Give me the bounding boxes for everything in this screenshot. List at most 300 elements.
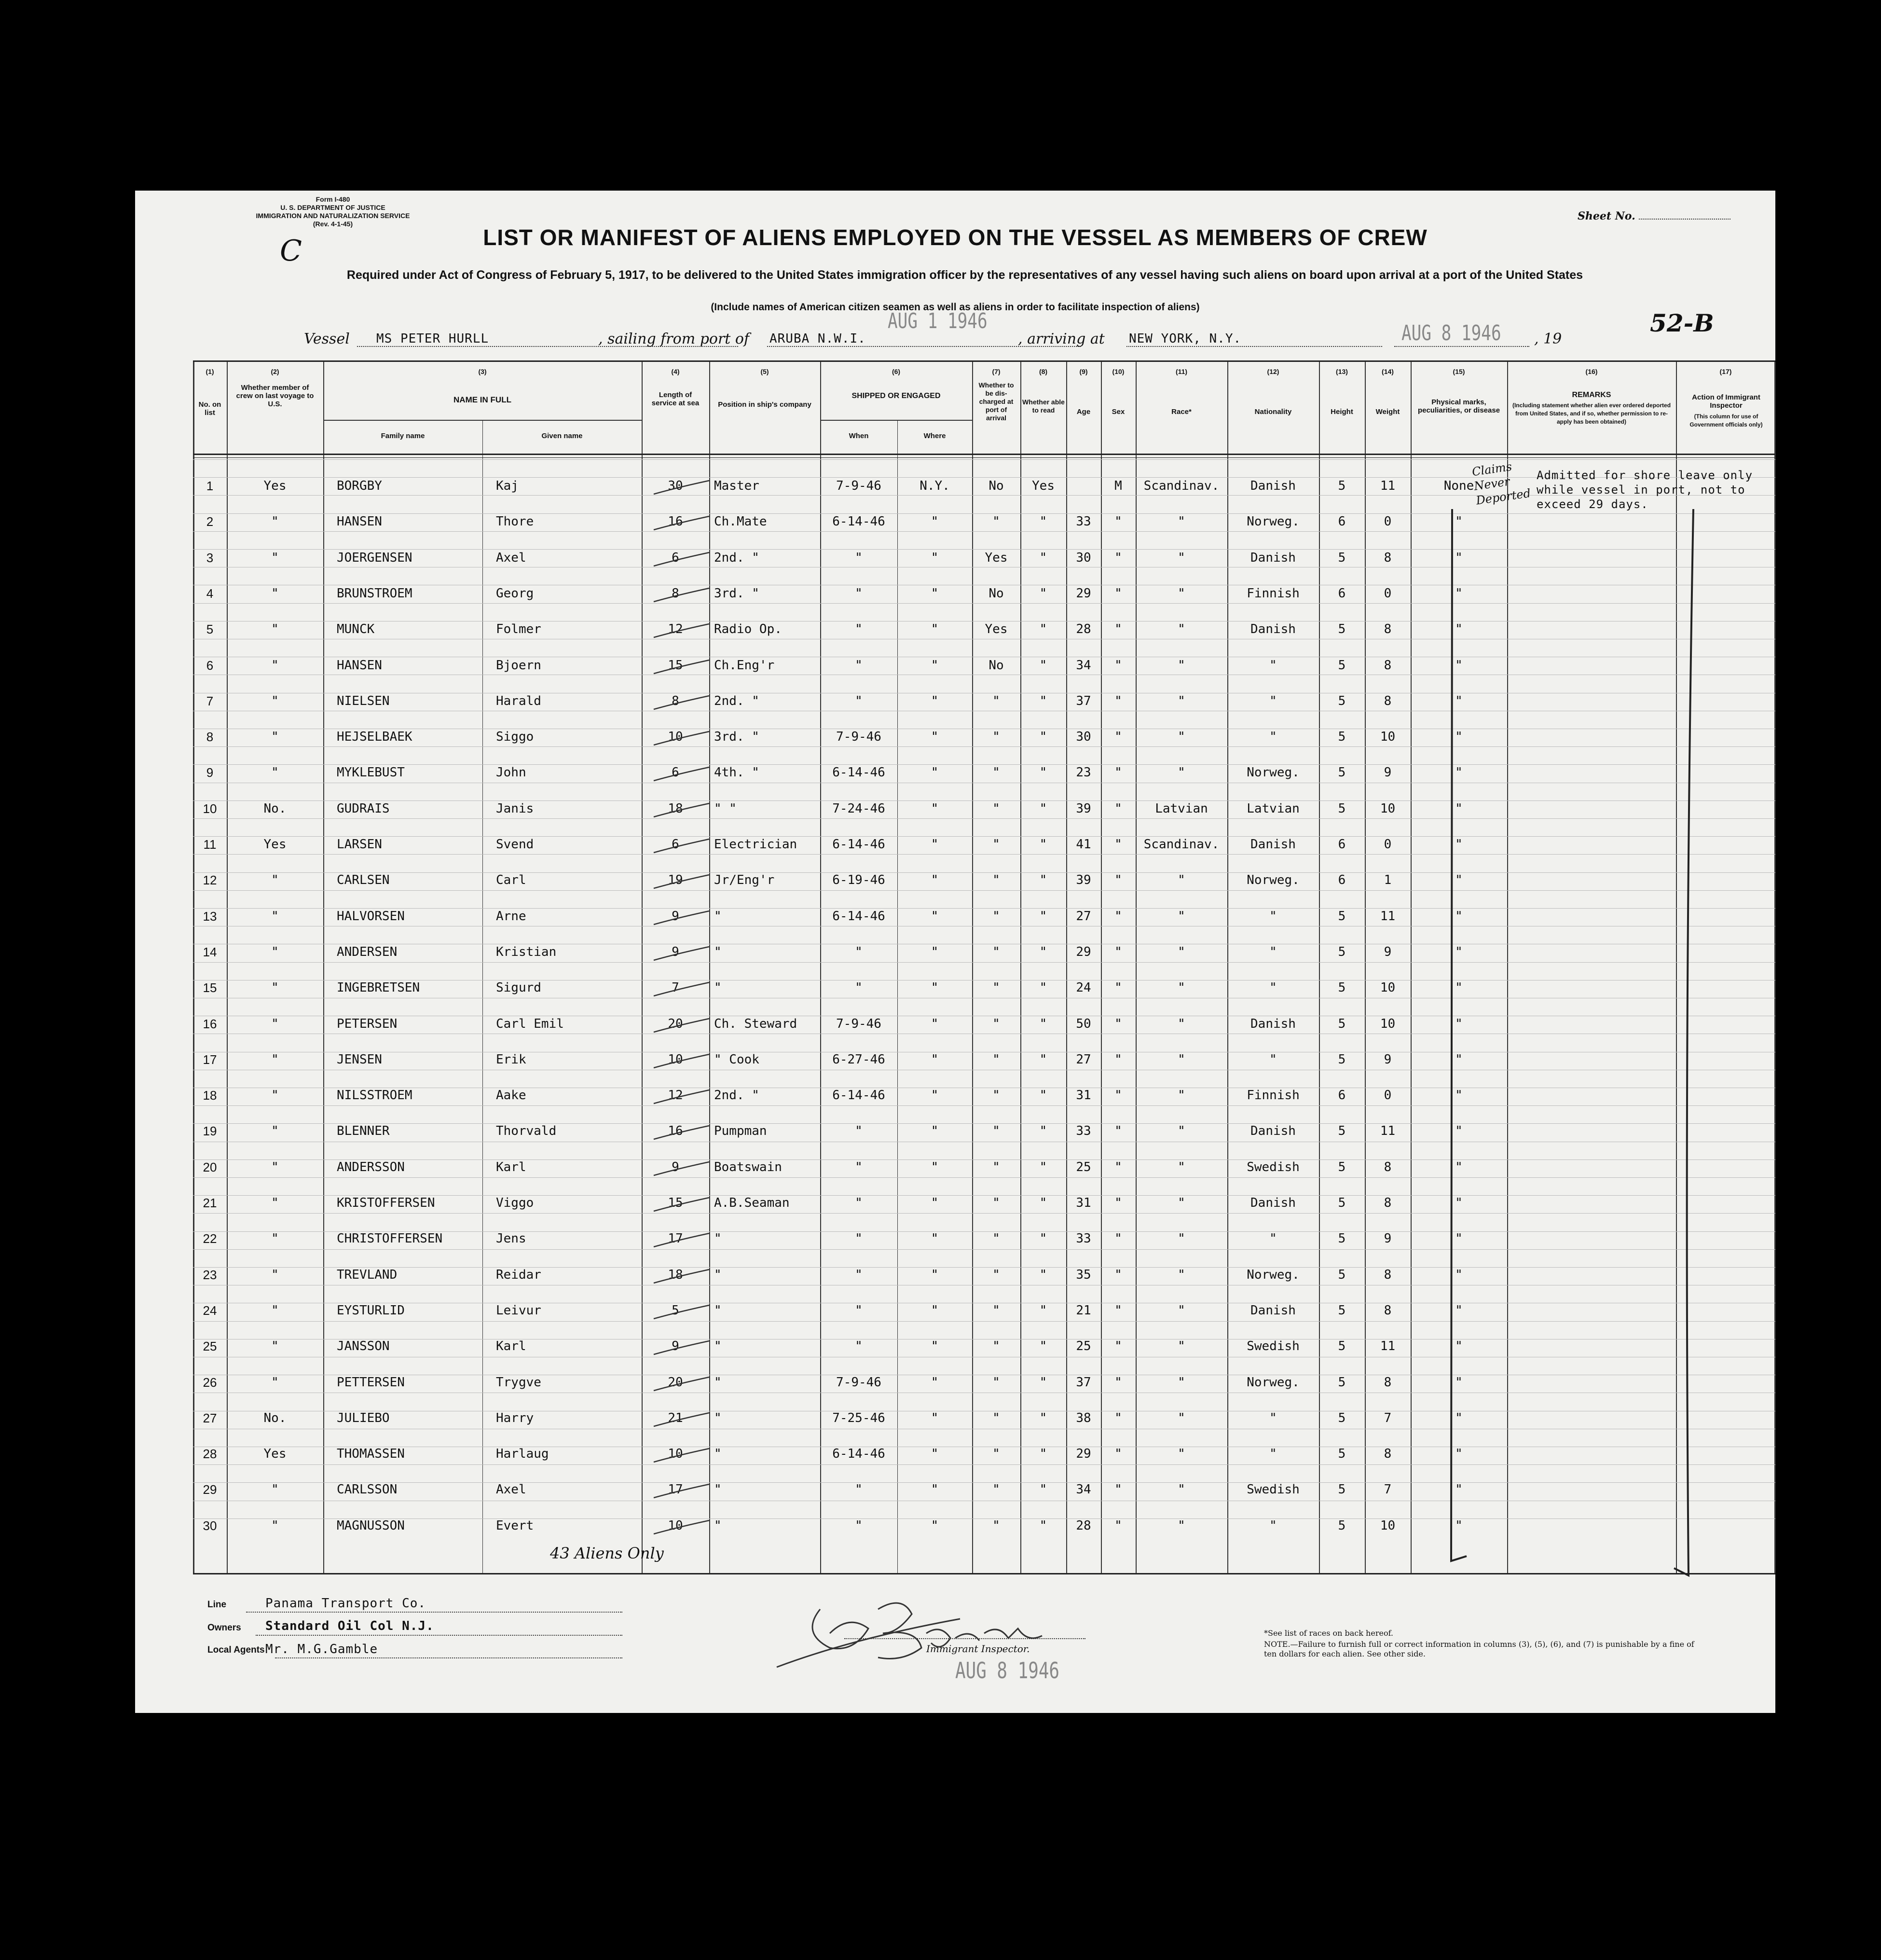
departure-date-stamp: AUG 1 1946 — [888, 309, 988, 333]
cell-weight: 8 — [1384, 1447, 1392, 1462]
cell-where: " — [931, 514, 939, 529]
cell-no: 18 — [203, 1088, 217, 1103]
cell-no: 1 — [206, 479, 214, 493]
column-divider — [1319, 362, 1320, 1573]
cell-position: Ch. Steward — [714, 1016, 797, 1031]
cell-read: " — [1039, 622, 1047, 637]
cell-position: " — [714, 944, 722, 959]
cell-race: " — [1178, 1231, 1185, 1246]
cell-when: " — [855, 550, 863, 565]
column-divider — [972, 362, 973, 1573]
cell-member: " — [271, 1052, 279, 1067]
cell-marks: " — [1455, 765, 1463, 780]
cell-where: " — [931, 1267, 939, 1282]
owners-label: Owners — [207, 1623, 241, 1633]
cell-nationality: " — [1269, 1231, 1277, 1246]
cell-given: Viggo — [496, 1196, 534, 1210]
cell-height: 5 — [1338, 1196, 1346, 1210]
cell-family: CHRISTOFFERSEN — [337, 1231, 443, 1246]
cell-given: Jens — [496, 1231, 526, 1246]
service-check-mark — [644, 550, 716, 569]
inspector-label: Immigrant Inspector. — [926, 1643, 1030, 1655]
cell-marks: " — [1455, 1303, 1463, 1318]
cell-race: " — [1178, 1410, 1185, 1425]
owners-value: Standard Oil Col N.J. — [265, 1619, 434, 1633]
ruled-line — [193, 1321, 1775, 1322]
cell-age: 41 — [1076, 837, 1091, 852]
cell-no: 23 — [203, 1267, 217, 1282]
cell-member: " — [271, 1267, 279, 1282]
cell-member: " — [271, 658, 279, 673]
cell-service: 20 — [668, 1016, 683, 1031]
column-divider — [1365, 362, 1366, 1573]
table-row — [193, 514, 1507, 531]
cell-height: 5 — [1338, 1375, 1346, 1390]
service-check-mark — [644, 1267, 716, 1286]
header-name-in-full: NAME IN FULL — [453, 395, 511, 404]
cell-discharged: " — [992, 837, 1000, 852]
cell-sex: " — [1114, 1447, 1122, 1462]
cell-nationality: Norweg. — [1247, 1267, 1300, 1282]
cell-age: 33 — [1076, 1231, 1091, 1246]
cell-where: " — [931, 1159, 939, 1174]
cell-no: 9 — [206, 765, 214, 780]
column-number: (14) — [1382, 368, 1394, 375]
cell-sex: " — [1114, 909, 1122, 924]
cell-read: " — [1039, 658, 1047, 673]
column-number: (10) — [1112, 368, 1125, 375]
cell-where: " — [931, 1518, 939, 1533]
cell-race: " — [1178, 550, 1185, 565]
cell-age: 33 — [1076, 1124, 1091, 1139]
cell-read: " — [1039, 980, 1047, 995]
cell-family: EYSTURLID — [337, 1303, 405, 1318]
cell-sex: " — [1114, 622, 1122, 637]
cell-nationality: " — [1269, 730, 1277, 745]
cell-where: " — [931, 1410, 939, 1425]
column-divider — [1066, 362, 1067, 1573]
cell-race: " — [1178, 1482, 1185, 1497]
header-given-name: Given name — [541, 432, 583, 440]
cell-no: 19 — [203, 1124, 217, 1139]
cell-when: 7-25-46 — [832, 1410, 885, 1425]
cell-family: TREVLAND — [337, 1267, 398, 1282]
cell-member: " — [271, 1016, 279, 1031]
cell-when: 7-9-46 — [836, 730, 881, 745]
cell-race: " — [1178, 1447, 1185, 1462]
cell-member: " — [271, 873, 279, 888]
cell-weight: 0 — [1384, 514, 1392, 529]
cell-race: " — [1178, 1159, 1185, 1174]
column-divider — [323, 362, 324, 1573]
header-nationality: Nationality — [1254, 408, 1292, 416]
header-discharged: Whether to be dis-charged at port of arrival — [978, 381, 1014, 422]
cell-when: " — [855, 622, 863, 637]
service-check-mark — [644, 729, 716, 748]
cell-marks: " — [1455, 550, 1463, 565]
cell-nationality: Finnish — [1247, 1088, 1300, 1103]
ruled-line — [193, 1177, 1775, 1178]
column-number: (1) — [206, 368, 214, 375]
cell-discharged: Yes — [985, 550, 1008, 565]
cell-where: " — [931, 1231, 939, 1246]
sailing-label: , sailing from port of — [598, 331, 750, 347]
column-number: (17) — [1719, 368, 1732, 375]
cell-height: 5 — [1338, 1410, 1346, 1425]
subnote: (Include names of American citizen seamen as well as aliens in order to facilitate inspection of aliens) — [711, 302, 1200, 313]
service-check-mark — [644, 1123, 716, 1142]
cell-race: " — [1178, 1518, 1185, 1533]
cell-when: " — [855, 1231, 863, 1246]
cell-service: 18 — [668, 1267, 683, 1282]
cell-nationality: Swedish — [1247, 1159, 1300, 1174]
cell-height: 5 — [1338, 801, 1346, 816]
cell-weight: 8 — [1384, 1267, 1392, 1282]
cell-discharged: No — [989, 586, 1004, 601]
cell-where: " — [931, 1339, 939, 1354]
cell-weight: 0 — [1384, 586, 1392, 601]
arriving-value: NEW YORK, N.Y. — [1129, 331, 1242, 346]
cell-weight: 8 — [1384, 1196, 1392, 1210]
cell-sex: " — [1114, 586, 1122, 601]
cell-given: Evert — [496, 1518, 534, 1533]
header-remarks-note: (Including statement whether alien ever ordered deported from United States, and if so, whether permission to re-apply has been obtained) — [1512, 402, 1671, 425]
cell-service: 8 — [672, 693, 679, 708]
cell-position: Pumpman — [714, 1124, 767, 1139]
cell-sex: " — [1114, 1482, 1122, 1497]
cell-height: 6 — [1338, 1088, 1346, 1103]
cell-member: " — [271, 1231, 279, 1246]
cell-age: 29 — [1076, 944, 1091, 959]
cell-member: Yes — [263, 837, 287, 852]
cell-height: 5 — [1338, 1482, 1346, 1497]
cell-family: GUDRAIS — [337, 801, 390, 816]
cell-where: " — [931, 1447, 939, 1462]
cell-member: " — [271, 1159, 279, 1174]
cell-family: HANSEN — [337, 658, 382, 673]
column-number: (12) — [1267, 368, 1279, 375]
cell-when: 6-14-46 — [832, 514, 885, 529]
cell-family: MAGNUSSON — [337, 1518, 405, 1533]
ruled-line — [193, 603, 1775, 604]
cell-nationality: " — [1269, 1447, 1277, 1462]
cell-age: 37 — [1076, 1375, 1091, 1390]
cell-nationality: Danish — [1250, 479, 1296, 493]
ruled-line — [193, 1105, 1775, 1106]
race-footnote: *See list of races on back hereof. — [1264, 1629, 1394, 1638]
cell-family: LARSEN — [337, 837, 382, 852]
cell-nationality: Danish — [1250, 1196, 1296, 1210]
cell-service: 21 — [668, 1410, 683, 1425]
service-check-mark — [644, 801, 716, 820]
cell-where: " — [931, 1375, 939, 1390]
column-number: (7) — [992, 368, 1001, 375]
cell-sex: " — [1114, 944, 1122, 959]
cell-discharged: " — [992, 873, 1000, 888]
cell-marks: " — [1455, 801, 1463, 816]
cell-discharged: " — [992, 1518, 1000, 1533]
cell-no: 20 — [203, 1159, 217, 1174]
cell-member: " — [271, 944, 279, 959]
cell-race: " — [1178, 586, 1185, 601]
cell-given: Karl — [496, 1159, 526, 1174]
table-row — [193, 801, 1507, 818]
cell-discharged: " — [992, 1267, 1000, 1282]
cell-when: 6-27-46 — [832, 1052, 885, 1067]
cell-nationality: Norweg. — [1247, 1375, 1300, 1390]
cell-read: " — [1039, 1482, 1047, 1497]
cell-marks: " — [1455, 944, 1463, 959]
cell-weight: 11 — [1380, 479, 1396, 493]
table-row — [193, 586, 1507, 603]
cell-sex: " — [1114, 1231, 1122, 1246]
cell-service: 20 — [668, 1375, 683, 1390]
cell-service: 6 — [672, 765, 679, 780]
cell-weight: 8 — [1384, 1375, 1392, 1390]
cell-no: 13 — [203, 909, 217, 924]
cell-position: 2nd. " — [714, 1088, 759, 1103]
cell-member: " — [271, 693, 279, 708]
cell-member: No. — [263, 1410, 287, 1425]
cell-no: 3 — [206, 550, 214, 565]
cell-age: 35 — [1076, 1267, 1091, 1282]
cell-marks: " — [1455, 1518, 1463, 1533]
column-divider — [1136, 362, 1137, 1573]
cell-marks: " — [1455, 1159, 1463, 1174]
header-sex: Sex — [1112, 408, 1125, 416]
cell-where: " — [931, 550, 939, 565]
cell-no: 16 — [203, 1016, 217, 1031]
cell-member: " — [271, 1124, 279, 1139]
cell-nationality: Swedish — [1247, 1339, 1300, 1354]
cell-service: 18 — [668, 801, 683, 816]
cell-position: " — [714, 980, 722, 995]
cell-when: " — [855, 1124, 863, 1139]
cell-position: " " — [714, 801, 737, 816]
cell-read: " — [1039, 765, 1047, 780]
remarks-bracket — [1438, 499, 1510, 1595]
service-check-mark — [644, 1518, 716, 1537]
cell-weight: 10 — [1380, 1518, 1396, 1533]
table-row — [193, 945, 1507, 961]
cell-position: 3rd. " — [714, 586, 759, 601]
service-check-mark — [644, 478, 716, 497]
cell-weight: 11 — [1380, 1124, 1396, 1139]
cell-sex: " — [1114, 801, 1122, 816]
cell-height: 5 — [1338, 479, 1346, 493]
service-check-mark — [644, 1195, 716, 1214]
cell-nationality: Danish — [1250, 1303, 1296, 1318]
cell-where: " — [931, 944, 939, 959]
header-weight: Weight — [1375, 408, 1400, 416]
cell-family: HANSEN — [337, 514, 382, 529]
service-check-mark — [644, 513, 716, 533]
cell-given: Kaj — [496, 479, 519, 493]
cell-when: " — [855, 1518, 863, 1533]
cell-no: 28 — [203, 1447, 217, 1462]
cell-marks: " — [1455, 1339, 1463, 1354]
header-family-name: Family name — [381, 432, 425, 440]
cell-marks: " — [1455, 1375, 1463, 1390]
subheader-divider — [820, 420, 972, 421]
cell-service: 10 — [668, 1447, 683, 1462]
column-number: (4) — [671, 368, 680, 375]
cell-sex: " — [1114, 1052, 1122, 1067]
cell-given: John — [496, 765, 526, 780]
cell-member: " — [271, 1303, 279, 1318]
cell-marks: " — [1455, 586, 1463, 601]
cell-discharged: " — [992, 1231, 1000, 1246]
cell-position: Master — [714, 479, 759, 493]
cell-position: " — [714, 1375, 722, 1390]
cell-discharged: " — [992, 1410, 1000, 1425]
cell-service: 9 — [672, 1339, 679, 1354]
aliens-count-note: 43 Aliens Only — [550, 1544, 664, 1562]
column-number: (8) — [1039, 368, 1048, 375]
service-check-mark — [644, 1338, 716, 1357]
cell-nationality: " — [1269, 944, 1277, 959]
cell-discharged: " — [992, 1159, 1000, 1174]
header-shipped-engaged: SHIPPED OR ENGAGED — [851, 392, 941, 400]
cell-marks: " — [1455, 1124, 1463, 1139]
cell-where: " — [931, 873, 939, 888]
cell-position: " — [714, 1339, 722, 1354]
cell-family: NIELSEN — [337, 693, 390, 708]
cell-discharged: " — [992, 1088, 1000, 1103]
cell-no: 25 — [203, 1339, 217, 1354]
cell-sex: " — [1114, 765, 1122, 780]
service-check-mark — [644, 764, 716, 784]
cell-nationality: Danish — [1250, 837, 1296, 852]
cell-position: Jr/Eng'r — [714, 873, 775, 888]
cell-read: " — [1039, 944, 1047, 959]
header-race: Race* — [1171, 408, 1192, 416]
cell-race: " — [1178, 1016, 1185, 1031]
cell-where: " — [931, 909, 939, 924]
cell-member: " — [271, 1088, 279, 1103]
line-value: Panama Transport Co. — [265, 1596, 426, 1611]
cell-nationality: Finnish — [1247, 586, 1300, 601]
ruled-line — [193, 459, 1775, 460]
cell-family: BORGBY — [337, 479, 382, 493]
cell-race: " — [1178, 1375, 1185, 1390]
ruled-line — [193, 1249, 1775, 1250]
vessel-label: Vessel — [304, 331, 350, 347]
cell-where: " — [931, 1052, 939, 1067]
cell-height: 5 — [1338, 1447, 1346, 1462]
cell-race: " — [1178, 765, 1185, 780]
cell-discharged: " — [992, 730, 1000, 745]
cell-service: 12 — [668, 622, 683, 637]
cell-given: Harlaug — [496, 1447, 549, 1462]
header-divider — [193, 457, 1775, 458]
cell-race: Scandinav. — [1143, 837, 1220, 852]
cell-given: Harald — [496, 693, 541, 708]
cell-given: Carl Emil — [496, 1016, 564, 1031]
cell-weight: 11 — [1380, 909, 1396, 924]
cell-where: " — [931, 1196, 939, 1210]
cell-nationality: " — [1269, 1052, 1277, 1067]
cell-given: Erik — [496, 1052, 526, 1067]
cell-read: " — [1039, 1303, 1047, 1318]
column-divider — [1020, 362, 1021, 1573]
cell-sex: " — [1114, 1303, 1122, 1318]
cell-marks: " — [1455, 1447, 1463, 1462]
cell-family: CARLSSON — [337, 1482, 398, 1497]
cell-when: " — [855, 658, 863, 673]
cell-marks: " — [1455, 980, 1463, 995]
cell-position: A.B.Seaman — [714, 1196, 790, 1210]
cell-member: Yes — [263, 479, 287, 493]
cell-race: " — [1178, 980, 1185, 995]
cell-read: " — [1039, 586, 1047, 601]
cell-age: 30 — [1076, 550, 1091, 565]
cell-discharged: " — [992, 801, 1000, 816]
cell-race: " — [1178, 909, 1185, 924]
cell-when: " — [855, 944, 863, 959]
cell-given: Svend — [496, 837, 534, 852]
cell-when: " — [855, 1159, 863, 1174]
cell-nationality: Norweg. — [1247, 514, 1300, 529]
cell-service: 6 — [672, 550, 679, 565]
subtitle: Required under Act of Congress of February 5, 1917, to be delivered to the United States immigration officer by the representatives of any vessel having such aliens on board upon arrival at a port of the United States — [346, 268, 1583, 282]
cell-marks: " — [1455, 1196, 1463, 1210]
form-id-block — [207, 195, 458, 228]
table-row — [193, 1411, 1507, 1427]
table-row — [193, 1518, 1507, 1535]
cell-where: " — [931, 837, 939, 852]
cell-when: 7-9-46 — [836, 1016, 881, 1031]
cell-height: 5 — [1338, 658, 1346, 673]
cell-position: Electrician — [714, 837, 797, 852]
table-row — [193, 1268, 1507, 1284]
service-check-mark — [644, 1481, 716, 1501]
cell-when: 6-19-46 — [832, 873, 885, 888]
cell-race: " — [1178, 658, 1185, 673]
remarks-handwritten: Claims Never Deported — [1471, 459, 1532, 508]
cell-marks: " — [1455, 1088, 1463, 1103]
cell-sex: " — [1114, 837, 1122, 852]
cell-given: Folmer — [496, 622, 541, 637]
ruled-line — [193, 1213, 1775, 1214]
ruled-line — [193, 764, 1775, 765]
cell-no: 27 — [203, 1410, 217, 1425]
cell-where: " — [931, 980, 939, 995]
cell-height: 5 — [1338, 909, 1346, 924]
cell-weight: 9 — [1384, 1231, 1392, 1246]
table-row — [193, 1017, 1507, 1033]
ruled-line — [193, 549, 1775, 550]
cell-age: 27 — [1076, 909, 1091, 924]
table-border — [193, 362, 194, 1573]
cell-nationality: " — [1269, 909, 1277, 924]
service-check-mark — [644, 872, 716, 891]
header-height: Height — [1331, 408, 1353, 416]
cell-family: JULIEBO — [337, 1410, 390, 1425]
cell-given: Karl — [496, 1339, 526, 1354]
form-number: Form I-480 — [316, 195, 350, 203]
header-length-of-service: Length of service at sea — [651, 391, 700, 407]
ruled-line — [193, 746, 1775, 747]
service-check-mark — [644, 1016, 716, 1035]
cell-service: 10 — [668, 1052, 683, 1067]
table-row — [193, 765, 1507, 782]
cell-nationality: Danish — [1250, 550, 1296, 565]
cell-position: " — [714, 1231, 722, 1246]
cell-member: " — [271, 765, 279, 780]
cell-where: " — [931, 730, 939, 745]
cell-marks: " — [1455, 873, 1463, 888]
